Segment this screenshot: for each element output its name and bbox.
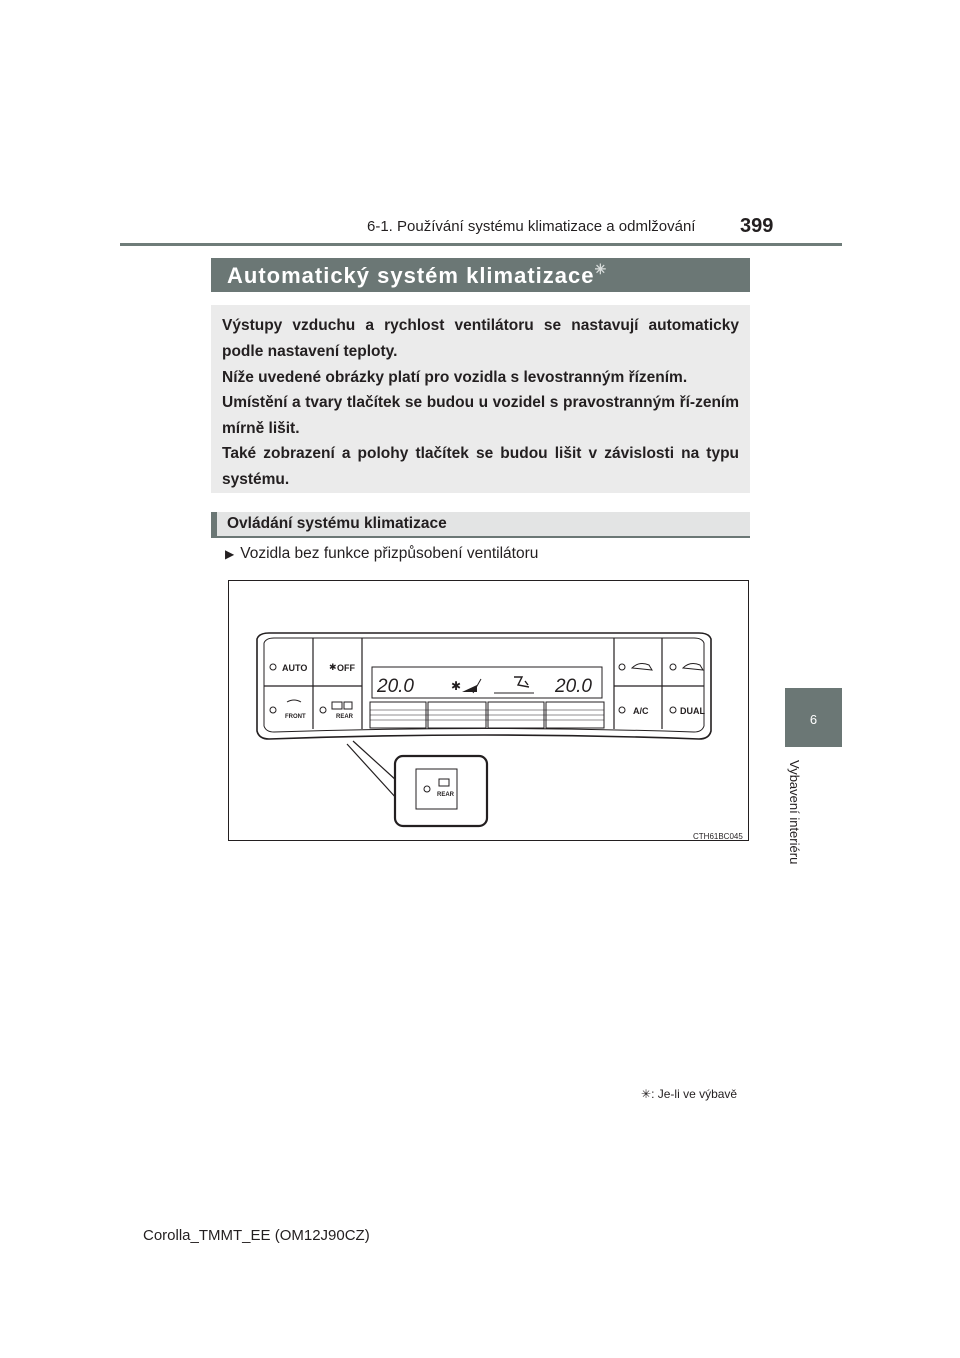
ac-button[interactable] <box>619 706 649 716</box>
climate-panel-figure <box>228 580 749 841</box>
section-title <box>227 263 607 289</box>
header-rule <box>120 243 842 246</box>
callout-rear-label: REAR <box>437 792 455 798</box>
page-number: 399 <box>740 215 774 237</box>
fresh-air-icon <box>683 664 703 670</box>
subsection-accent <box>211 512 217 538</box>
dual-button-label: DUAL <box>680 706 705 716</box>
section-title-text: Automatický systém klimatizace <box>227 263 595 288</box>
auto-button[interactable] <box>270 663 307 673</box>
airflow-mode-icon <box>514 677 529 687</box>
chapter-side-label-text: Vybavení interiéru <box>787 760 802 865</box>
subsection-rule <box>211 536 750 538</box>
rear-defroster-icon <box>332 702 342 709</box>
chapter-side-label <box>788 760 808 880</box>
front-button-label: FRONT <box>285 714 306 720</box>
fan-off-button-label: OFF <box>337 663 355 673</box>
figure-code: CTH61BC045 <box>693 832 743 841</box>
auto-button-label: AUTO <box>282 663 308 673</box>
dual-button[interactable] <box>670 706 705 716</box>
bullet-text: Vozidla bez funkce přizpůsobení ventilátoru <box>240 545 539 562</box>
intro-box <box>211 305 750 493</box>
fresh-air-button[interactable] <box>670 664 703 670</box>
fan-icon: ✱ <box>329 662 337 672</box>
intro-paragraph: Také zobrazení a polohy tlačítek se budou lišit v závislosti na typu systému. <box>222 445 739 488</box>
left-temperature: 20.0 <box>377 676 414 697</box>
right-temperature: 20.0 <box>555 676 592 697</box>
footnote-text: : Je-li ve výbavě <box>651 1087 738 1101</box>
fan-off-button[interactable] <box>329 662 355 673</box>
intro-paragraph: Umístění a tvary tlačítek se budou u vozidel s pravostranným ří-zením mírně lišit. <box>222 394 739 437</box>
footnote <box>641 1087 737 1101</box>
subsection-heading: Ovládání systému klimatizace <box>227 515 447 532</box>
callout-leader <box>347 744 397 799</box>
bullet-item <box>225 545 538 563</box>
intro-paragraph: Výstupy vzduchu a rychlost ventilátoru se nastavují automaticky podle nastavení teploty. <box>222 317 739 360</box>
recirculation-button[interactable] <box>619 664 652 670</box>
triangle-bullet-icon: ▶ <box>225 547 235 561</box>
ac-button-label: A/C <box>633 706 649 716</box>
fan-speed-icon <box>462 685 477 692</box>
optional-equipment-marker: ✳ <box>594 261 608 277</box>
subsection-heading-bar <box>211 512 750 538</box>
rear-defog-button[interactable] <box>320 702 354 720</box>
section-title-bar <box>211 258 750 292</box>
recirculation-icon <box>632 664 652 670</box>
chapter-tab <box>785 688 842 747</box>
mirror-defroster-icon <box>344 702 352 709</box>
display-fan-icon: ✱ <box>451 679 462 693</box>
footer-model-code: Corolla_TMMT_EE (OM12J90CZ) <box>143 1227 370 1244</box>
front-defog-button[interactable] <box>270 700 306 720</box>
front-defroster-icon <box>287 700 301 702</box>
air-vent-slats <box>370 702 604 728</box>
callout-box <box>395 756 487 826</box>
footnote-marker: ✳ <box>641 1087 652 1101</box>
running-header: 6-1. Používání systému klimatizace a odmlžování <box>367 218 696 235</box>
intro-paragraph: Níže uvedené obrázky platí pro vozidla s levostranným řízením. <box>222 369 688 386</box>
chapter-tab-number: 6 <box>809 712 818 727</box>
rear-button-label: REAR <box>336 714 354 720</box>
climate-panel-illustration <box>229 581 748 840</box>
